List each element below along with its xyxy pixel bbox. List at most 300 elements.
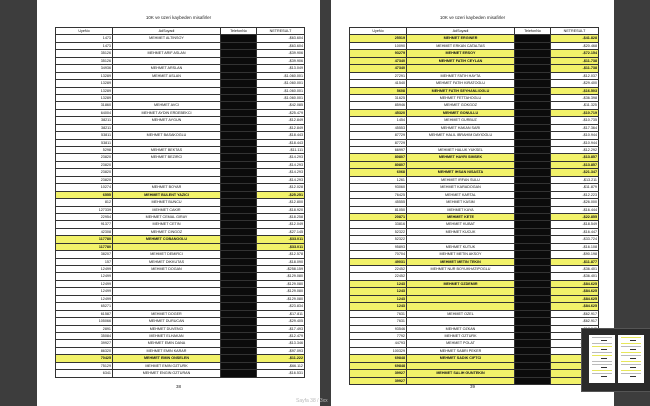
table-row	[350, 169, 599, 176]
name-cell: MEHMET ERGINER	[407, 35, 515, 42]
name-cell: MEHMET DIKKUTAS	[113, 258, 221, 265]
net-result-cell: -$16.503	[551, 87, 599, 94]
phone-cell-redacted	[515, 65, 551, 72]
table-row	[350, 80, 599, 87]
table-row	[350, 154, 599, 161]
phone-cell-redacted	[221, 176, 257, 183]
phone-cell-redacted	[515, 295, 551, 302]
name-cell: MEHMET EMIN OZTURK	[113, 362, 221, 369]
net-result-cell: -$12.292	[551, 147, 599, 154]
member-id-cell: 47340	[350, 57, 407, 64]
net-result-cell: -$27.145	[257, 228, 305, 235]
phone-cell-redacted	[515, 94, 551, 101]
phone-cell-redacted	[515, 251, 551, 258]
name-cell	[113, 169, 221, 176]
net-result-cell: -$42.085	[257, 102, 305, 109]
member-id-cell: 49031	[350, 258, 407, 265]
member-id-cell: 117780	[56, 243, 113, 250]
name-cell: MEHMET AYGUN	[113, 117, 221, 124]
table-row	[350, 273, 599, 280]
phone-cell-redacted	[221, 273, 257, 280]
phone-cell-redacted	[221, 213, 257, 220]
phone-cell-redacted	[221, 303, 257, 310]
net-result-cell: -$84.625	[551, 295, 599, 302]
name-cell: MEHMET OZDEMIR	[407, 280, 515, 287]
name-cell	[407, 303, 515, 310]
phone-cell-redacted	[515, 288, 551, 295]
page-number: 39	[469, 384, 475, 389]
member-id-cell: 100329	[350, 347, 407, 354]
table-row	[56, 154, 305, 161]
table-row	[350, 221, 599, 228]
table-row	[350, 161, 599, 168]
table-row	[350, 370, 599, 377]
table-row	[56, 35, 305, 42]
member-id-cell: 1243	[350, 303, 407, 310]
table-row	[350, 65, 599, 72]
member-id-cell: 1454	[350, 117, 407, 124]
table-row	[350, 236, 599, 243]
member-id-cell: 27291	[350, 72, 407, 79]
net-result-cell: -$14.293	[257, 154, 305, 161]
member-id-cell: 85946	[350, 102, 407, 109]
table-row	[56, 139, 305, 146]
net-result-cell: -$20.468	[551, 42, 599, 49]
table-row	[56, 273, 305, 280]
member-id-cell: 812	[56, 199, 113, 206]
name-cell: MEHMET AYDIN ERDEBEKCI	[113, 109, 221, 116]
net-result-cell: -$22.855	[551, 213, 599, 220]
phone-cell-redacted	[221, 42, 257, 49]
member-id-cell: 75129	[56, 362, 113, 369]
table-row	[350, 266, 599, 273]
name-cell: MEHMET CETIN	[113, 221, 221, 228]
net-result-cell: -$12.049	[257, 221, 305, 228]
phone-cell-redacted	[515, 370, 551, 377]
net-result-cell: -$33.724	[551, 236, 599, 243]
name-cell	[113, 42, 221, 49]
phone-cell-redacted	[515, 347, 551, 354]
table-row	[56, 310, 305, 317]
phone-cell-redacted	[221, 332, 257, 339]
table-row	[56, 176, 305, 183]
phone-cell-redacted	[515, 280, 551, 287]
table-row	[56, 266, 305, 273]
table-row	[350, 347, 599, 354]
name-cell: MEHMET OZEL	[407, 310, 515, 317]
table-row	[350, 325, 599, 332]
phone-cell-redacted	[515, 206, 551, 213]
net-result-cell: -$11.738	[551, 65, 599, 72]
phone-cell-redacted	[515, 228, 551, 235]
member-id-cell: 12499	[56, 288, 113, 295]
table-row	[350, 102, 599, 109]
phone-cell-redacted	[221, 318, 257, 325]
name-cell: MEHMET KARTAL	[407, 191, 515, 198]
table-row	[350, 109, 599, 116]
member-id-cell: 61587	[56, 310, 113, 317]
member-id-cell: 53811	[56, 139, 113, 146]
table-row	[56, 340, 305, 347]
member-id-cell: 39927	[350, 370, 407, 377]
name-cell	[113, 139, 221, 146]
phone-cell-redacted	[515, 303, 551, 310]
member-id-cell: 1473	[56, 35, 113, 42]
phone-cell-redacted	[515, 87, 551, 94]
name-cell: MEHMET KAYA	[407, 206, 515, 213]
table-row	[56, 132, 305, 139]
net-result-cell: -$1.060.001	[257, 87, 305, 94]
header-adsoyadi: AdSoyadi	[113, 28, 221, 35]
member-id-cell: 65271	[56, 303, 113, 310]
table-row	[56, 184, 305, 191]
phone-cell-redacted	[221, 191, 257, 198]
net-result-cell: -$84.625	[551, 303, 599, 310]
member-id-cell: 69848	[350, 355, 407, 362]
phone-cell-redacted	[515, 318, 551, 325]
name-cell	[113, 288, 221, 295]
loss-table	[55, 27, 305, 378]
net-result-cell: -$36.398	[551, 94, 599, 101]
net-result-cell: -$12.578	[257, 251, 305, 258]
member-id-cell: 1243	[350, 288, 407, 295]
member-id-cell: 31625	[350, 94, 407, 101]
net-result-cell: -$12.223	[551, 191, 599, 198]
phone-cell-redacted	[515, 266, 551, 273]
phone-cell-redacted	[221, 340, 257, 347]
table-row	[56, 109, 305, 116]
table-row	[350, 213, 599, 220]
phone-cell-redacted	[515, 273, 551, 280]
member-id-cell: 87729	[350, 132, 407, 139]
table-row	[56, 124, 305, 131]
phone-cell-redacted	[515, 362, 551, 369]
phone-cell-redacted	[221, 266, 257, 273]
table-row	[350, 318, 599, 325]
table-row	[56, 169, 305, 176]
table-row	[56, 72, 305, 79]
member-id-cell: 95893	[350, 243, 407, 250]
table-row	[350, 258, 599, 265]
name-cell: MEHMET BUNCU	[113, 199, 221, 206]
table-row	[350, 184, 599, 191]
name-cell: MEHMET DOGER	[113, 310, 221, 317]
net-result-cell: -$36.401	[551, 266, 599, 273]
phone-cell-redacted	[221, 199, 257, 206]
member-id-cell: 80807	[350, 161, 407, 168]
phone-cell-redacted	[515, 124, 551, 131]
table-row	[56, 355, 305, 362]
member-id-cell: 12499	[56, 295, 113, 302]
member-id-cell: 13289	[56, 87, 113, 94]
net-result-cell: -$66.112	[257, 362, 305, 369]
phone-cell-redacted	[221, 325, 257, 332]
name-cell	[407, 295, 515, 302]
net-result-cell: -$63.604	[257, 35, 305, 42]
net-result-cell: -$11.879	[551, 184, 599, 191]
phone-cell-redacted	[515, 236, 551, 243]
net-result-cell: -$18.090	[257, 258, 305, 265]
net-result-cell: -$25.251	[257, 191, 305, 198]
name-cell	[113, 273, 221, 280]
table-row	[350, 280, 599, 287]
phone-cell-redacted	[221, 221, 257, 228]
phone-cell-redacted	[515, 80, 551, 87]
name-cell: MEHMET ARSLAN	[113, 65, 221, 72]
name-cell: MEHMET DUVENCI	[113, 325, 221, 332]
name-cell	[407, 288, 515, 295]
member-id-cell: 31860	[56, 102, 113, 109]
net-result-cell: -$84.625	[551, 288, 599, 295]
net-result-cell: -$129.080	[257, 288, 305, 295]
net-result-cell: -$26.000	[551, 199, 599, 206]
member-id-cell: 45320	[350, 109, 407, 116]
name-cell: MEHMET BULENT YAZICI	[113, 191, 221, 198]
phone-cell-redacted	[515, 35, 551, 42]
member-id-cell: 23820	[56, 176, 113, 183]
net-result-cell: -$18.920	[257, 206, 305, 213]
net-result-cell: -$18.549	[551, 221, 599, 228]
name-cell: MEHMET HAKAN SARI	[407, 124, 515, 131]
phone-cell-redacted	[221, 154, 257, 161]
net-result-cell: -$12.028	[257, 184, 305, 191]
member-id-cell: 35084	[56, 332, 113, 339]
member-id-cell: 38211	[56, 124, 113, 131]
phone-cell-redacted	[515, 147, 551, 154]
net-result-cell: -$13.346	[257, 340, 305, 347]
table-row	[350, 117, 599, 124]
table-row	[56, 325, 305, 332]
table-header-row	[56, 28, 305, 35]
phone-cell-redacted	[515, 199, 551, 206]
phone-cell-redacted	[221, 161, 257, 168]
name-cell: MEHMET CAKIR	[113, 206, 221, 213]
phone-cell-redacted	[515, 310, 551, 317]
table-row	[350, 57, 599, 64]
name-cell: MEHMET BASAKOGLU	[113, 132, 221, 139]
member-id-cell: 69848	[350, 362, 407, 369]
phone-cell-redacted	[515, 109, 551, 116]
name-cell: MEHMET OZKAN	[407, 325, 515, 332]
net-result-cell: -$11.111	[257, 147, 305, 154]
name-cell: MEHMET FETTAHOGLU	[407, 94, 515, 101]
name-cell: MEHMET NUR BOYUKHATIPOGLU	[407, 266, 515, 273]
net-result-cell: -$62.917	[551, 310, 599, 317]
table-row	[56, 258, 305, 265]
member-id-cell: 35126	[56, 57, 113, 64]
net-result-cell: -$36.401	[551, 273, 599, 280]
member-id-cell: 39927	[56, 340, 113, 347]
member-id-cell: 10274	[56, 184, 113, 191]
phone-cell-redacted	[515, 72, 551, 79]
phone-cell-redacted	[221, 288, 257, 295]
name-cell: MEHMET KARADOGAN	[407, 184, 515, 191]
table-row	[56, 65, 305, 72]
net-result-cell: -$17.364	[551, 124, 599, 131]
member-id-cell: 66997	[350, 147, 407, 154]
phone-cell-redacted	[515, 102, 551, 109]
name-cell: MEHMET CEMAL GIRAY	[113, 213, 221, 220]
phone-cell-redacted	[221, 80, 257, 87]
net-result-cell: -$10.944	[551, 132, 599, 139]
member-id-cell: 22954	[56, 213, 113, 220]
name-cell	[113, 161, 221, 168]
member-id-cell: 5298	[56, 147, 113, 154]
name-cell: MEHMET AVCI	[113, 102, 221, 109]
name-cell: MEHMET HALIL IBRAHIM DAYIOGLU	[407, 132, 515, 139]
net-result-cell: -$62.917	[551, 318, 599, 325]
header-uyeno: UyeNo	[56, 28, 113, 35]
phone-cell-redacted	[221, 139, 257, 146]
thumbnail-navigator[interactable]	[581, 328, 650, 392]
name-cell	[113, 295, 221, 302]
table-row	[350, 132, 599, 139]
header-uyeno: UyeNo	[350, 28, 407, 35]
member-id-cell: 23820	[56, 161, 113, 168]
table-row	[56, 50, 305, 57]
phone-cell-redacted	[515, 184, 551, 191]
name-cell	[407, 236, 515, 243]
net-result-cell: -$11.325	[551, 102, 599, 109]
member-id-cell: 93546	[350, 325, 407, 332]
header-netresult: NETRESULT	[257, 28, 305, 35]
thumbnail-page-left[interactable]	[589, 335, 615, 383]
phone-cell-redacted	[221, 72, 257, 79]
phone-cell-redacted	[221, 132, 257, 139]
net-result-cell: -$18.258	[257, 213, 305, 220]
name-cell	[407, 139, 515, 146]
member-id-cell: 81050	[350, 206, 407, 213]
net-result-cell: -$72.154	[551, 50, 599, 57]
name-cell: MEHMET ALTINSOY	[113, 35, 221, 42]
net-result-cell: -$129.080	[257, 280, 305, 287]
phone-cell-redacted	[515, 117, 551, 124]
table-row	[56, 347, 305, 354]
phone-cell-redacted	[221, 35, 257, 42]
table-row	[56, 94, 305, 101]
name-cell	[407, 161, 515, 168]
name-cell: MEHMET ERKAN CATALTAS	[407, 42, 515, 49]
net-result-cell: -$25.479	[257, 109, 305, 116]
phone-cell-redacted	[221, 236, 257, 243]
name-cell: MEHMET POLAT	[407, 340, 515, 347]
name-cell: MEHMET ELHAKAN	[113, 332, 221, 339]
net-result-cell: -$13.857	[551, 154, 599, 161]
header-telefonno: TelefonNo	[221, 28, 257, 35]
name-cell: MEHMET CINGOZ	[113, 228, 221, 235]
net-result-cell: -$12.037	[551, 72, 599, 79]
net-result-cell: -$39.906	[257, 50, 305, 57]
table-row	[56, 161, 305, 168]
net-result-cell: -$12.849	[257, 117, 305, 124]
table-row	[350, 228, 599, 235]
member-id-cell: 6341	[56, 370, 113, 377]
phone-cell-redacted	[515, 221, 551, 228]
member-id-cell: 22452	[350, 266, 407, 273]
net-result-cell: -$17.493	[257, 325, 305, 332]
phone-cell-redacted	[515, 50, 551, 57]
phone-cell-redacted	[221, 347, 257, 354]
member-id-cell: 70704	[350, 251, 407, 258]
net-result-cell: -$13.049	[257, 65, 305, 72]
name-cell: MEHMET ERSOY	[407, 50, 515, 57]
table-row	[56, 102, 305, 109]
table-row	[56, 87, 305, 94]
name-cell: MEHMET GURBUZ	[407, 117, 515, 124]
phone-cell-redacted	[515, 243, 551, 250]
name-cell	[407, 362, 515, 369]
name-cell: MEHMET FATIH CEYLAN	[407, 57, 515, 64]
member-id-cell: 23820	[56, 169, 113, 176]
table-row	[56, 206, 305, 213]
net-result-cell: -$11.738	[551, 57, 599, 64]
name-cell	[113, 94, 221, 101]
table-row	[350, 199, 599, 206]
table-row	[56, 288, 305, 295]
table-row	[350, 288, 599, 295]
table-row	[350, 176, 599, 183]
name-cell: MEHMET BEKTAS	[113, 147, 221, 154]
phone-cell-redacted	[221, 228, 257, 235]
net-result-cell: -$23.834	[257, 303, 305, 310]
table-row	[350, 35, 599, 42]
member-id-cell: 38211	[56, 117, 113, 124]
net-result-cell: -$18.443	[257, 139, 305, 146]
name-cell: MEHMET DOGAN	[113, 266, 221, 273]
member-id-cell: 41540	[350, 80, 407, 87]
phone-cell-redacted	[221, 65, 257, 72]
table-row	[56, 243, 305, 250]
name-cell: MEHMET ARIF ASLAN	[113, 50, 221, 57]
phone-cell-redacted	[221, 87, 257, 94]
phone-cell-redacted	[221, 94, 257, 101]
page-indicator: Sayfa 38 / 3xx	[296, 398, 328, 404]
phone-cell-redacted	[221, 243, 257, 250]
thumbnail-page-right[interactable]	[618, 335, 644, 383]
name-cell: MEHMET EMIN ONSELEN	[113, 355, 221, 362]
phone-cell-redacted	[515, 340, 551, 347]
table-row	[350, 94, 599, 101]
member-id-cell: 64004	[56, 109, 113, 116]
phone-cell-redacted	[221, 57, 257, 64]
net-result-cell: -$129.080	[257, 295, 305, 302]
table-row	[350, 332, 599, 339]
table-row	[56, 42, 305, 49]
net-result-cell: -$1.060.001	[257, 72, 305, 79]
member-id-cell: 13289	[56, 72, 113, 79]
table-row	[350, 147, 599, 154]
name-cell: MEHMET IRFAN SULU	[407, 176, 515, 183]
member-id-cell: 76425	[350, 191, 407, 198]
net-result-cell: -$63.604	[257, 42, 305, 49]
member-id-cell: 20871	[350, 213, 407, 220]
phone-cell-redacted	[221, 102, 257, 109]
net-result-cell: -$12.479	[257, 332, 305, 339]
member-id-cell: 1243	[350, 280, 407, 287]
name-cell: MEHMET KETE	[407, 213, 515, 220]
phone-cell-redacted	[515, 154, 551, 161]
net-result-cell: -$84.625	[551, 280, 599, 287]
phone-cell-redacted	[515, 332, 551, 339]
table-row	[350, 303, 599, 310]
net-result-cell: -$16.447	[551, 228, 599, 235]
member-id-cell: 13289	[56, 80, 113, 87]
member-id-cell: 86320	[56, 347, 113, 354]
name-cell	[113, 176, 221, 183]
header-adsoyadi: AdSoyadi	[407, 28, 515, 35]
net-result-cell: -$33.011	[257, 236, 305, 243]
phone-cell-redacted	[515, 176, 551, 183]
